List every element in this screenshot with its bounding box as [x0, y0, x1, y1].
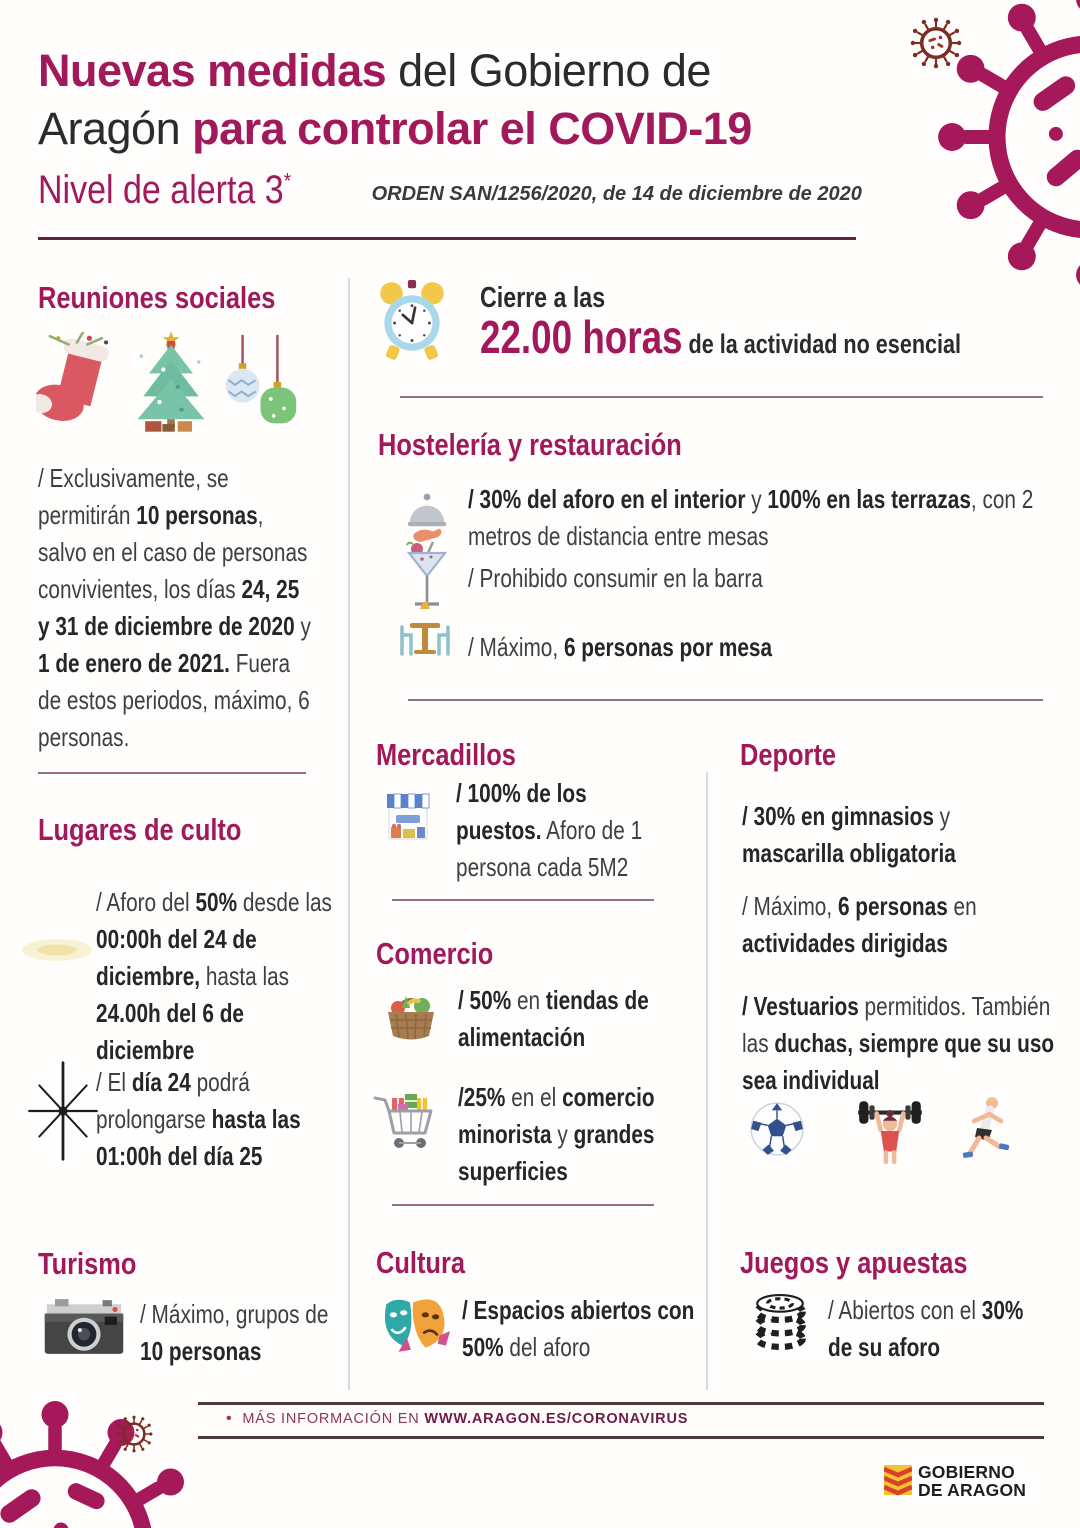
hosteleria-item-1: / 30% del aforo en el interior y 100% en las terrazas, con 2 metros de distancia entre mesas [468, 484, 1034, 551]
candle-glow-icon [18, 928, 96, 972]
section-title-comercio: Comercio [376, 936, 494, 971]
alert-asterisk: * [283, 168, 291, 194]
alarm-clock-icon [376, 278, 448, 364]
footer-info-prefix: MÁS INFORMACIÓN EN [242, 1411, 425, 1427]
closure-intro: Cierre a las [480, 282, 606, 314]
section-rule [38, 772, 306, 774]
closure-line [480, 310, 961, 364]
christmas-ornaments-icon [220, 330, 300, 434]
section-title-turismo: Turismo [38, 1246, 137, 1281]
government-logo [918, 1463, 1026, 1499]
shopping-cart-icon [372, 1086, 438, 1158]
deporte-item-1: / 30% en gimnasios y mascarilla obligatoria [742, 801, 956, 868]
header-rule [38, 237, 856, 240]
runner-icon [958, 1092, 1014, 1166]
christmas-stocking-icon [36, 332, 122, 436]
grocery-basket-icon [382, 984, 440, 1046]
coronavirus-small-icon [110, 1410, 158, 1458]
star-icon [22, 1056, 104, 1166]
closure-time: 22.00 horas [480, 311, 683, 363]
section-rule [392, 899, 654, 901]
logo-line1: GOBIERNO [918, 1462, 1015, 1482]
section-title-reuniones: Reuniones sociales [38, 280, 276, 315]
christmas-tree-icon [128, 328, 214, 436]
page-title-line1: Nuevas medidas del Gobierno de [38, 45, 711, 96]
footer-info [226, 1410, 688, 1428]
camera-icon [42, 1296, 126, 1358]
culto-item-1: / Aforo del 50% desde las 00:00h del 24 de diciembre, hasta las 24.00h del 6 de diciembre [96, 887, 332, 1065]
weightlifter-icon [852, 1096, 928, 1166]
section-title-deporte: Deporte [740, 737, 837, 772]
section-title-cultura: Cultura [376, 1245, 465, 1280]
footer-rule-bottom [198, 1436, 1044, 1439]
coronavirus-small-icon [903, 10, 969, 76]
closure-detail: de la actividad no esencial [682, 329, 962, 359]
section-rule [408, 699, 1043, 701]
reuniones-paragraph: / Exclusivamente, se permitirán 10 personas, salvo en el caso de personas convivientes, los días 24, 25 y 31 de diciembre de 2020 y 1 de enero de 2021. Fuera de estos periodos, máximo, 6 personas. [38, 463, 311, 752]
turismo-item: / Máximo, grupos de 10 personas [140, 1299, 329, 1366]
juegos-item: / Abiertos con el 30% de su aforo [828, 1295, 1024, 1362]
column-divider [348, 278, 350, 1390]
table-chairs-icon [394, 598, 456, 662]
section-title-culto: Lugares de culto [38, 812, 242, 847]
hosteleria-item-2: / Prohibido consumir en la barra [468, 563, 763, 593]
cultura-item: / Espacios abiertos con 50% del aforo [462, 1295, 695, 1362]
market-stall-icon [384, 788, 432, 848]
alert-level: Nivel de alerta 3* [38, 168, 291, 212]
culto-item-2: / El día 24 podrá prolongarse hasta las 01:00h del día 25 [96, 1067, 301, 1171]
logo-line2: DE ARAGON [918, 1480, 1027, 1500]
deporte-item-3: / Vestuarios permitidos. También las duchas, siempre que su uso sea individual [742, 991, 1055, 1095]
bullet-icon: • [226, 1410, 233, 1427]
coronavirus-icon [0, 1398, 205, 1528]
section-rule [392, 1204, 654, 1206]
section-title-juegos: Juegos y apuestas [740, 1245, 968, 1280]
comercio-item-2: /25% en el comercio minorista y grandes superficies [458, 1082, 655, 1186]
page-title-line2: Aragón para controlar el COVID-19 [38, 103, 752, 154]
section-rule [400, 396, 1043, 398]
alert-level-row [38, 168, 862, 213]
footer-rule-top [198, 1402, 1044, 1405]
footer-info-url: WWW.ARAGON.ES/CORONAVIRUS [424, 1411, 689, 1427]
order-reference: ORDEN SAN/1256/2020, de 14 de diciembre de 2020 [371, 183, 862, 205]
poker-chips-icon [752, 1290, 808, 1352]
hosteleria-item-3: / Máximo, 6 personas por mesa [468, 632, 773, 662]
aragon-emblem-icon [884, 1464, 912, 1496]
section-title-mercadillos: Mercadillos [376, 737, 516, 772]
deporte-item-2: / Máximo, 6 personas en actividades dirigidas [742, 891, 977, 958]
section-title-hosteleria: Hostelería y restauración [378, 427, 682, 462]
comercio-item-1: / 50% en tiendas de alimentación [458, 985, 649, 1052]
soccer-ball-icon [748, 1100, 806, 1158]
theater-masks-icon [378, 1292, 450, 1354]
mercadillos-item: / 100% de los puestos. Aforo de 1 persona cada 5M2 [456, 778, 643, 882]
